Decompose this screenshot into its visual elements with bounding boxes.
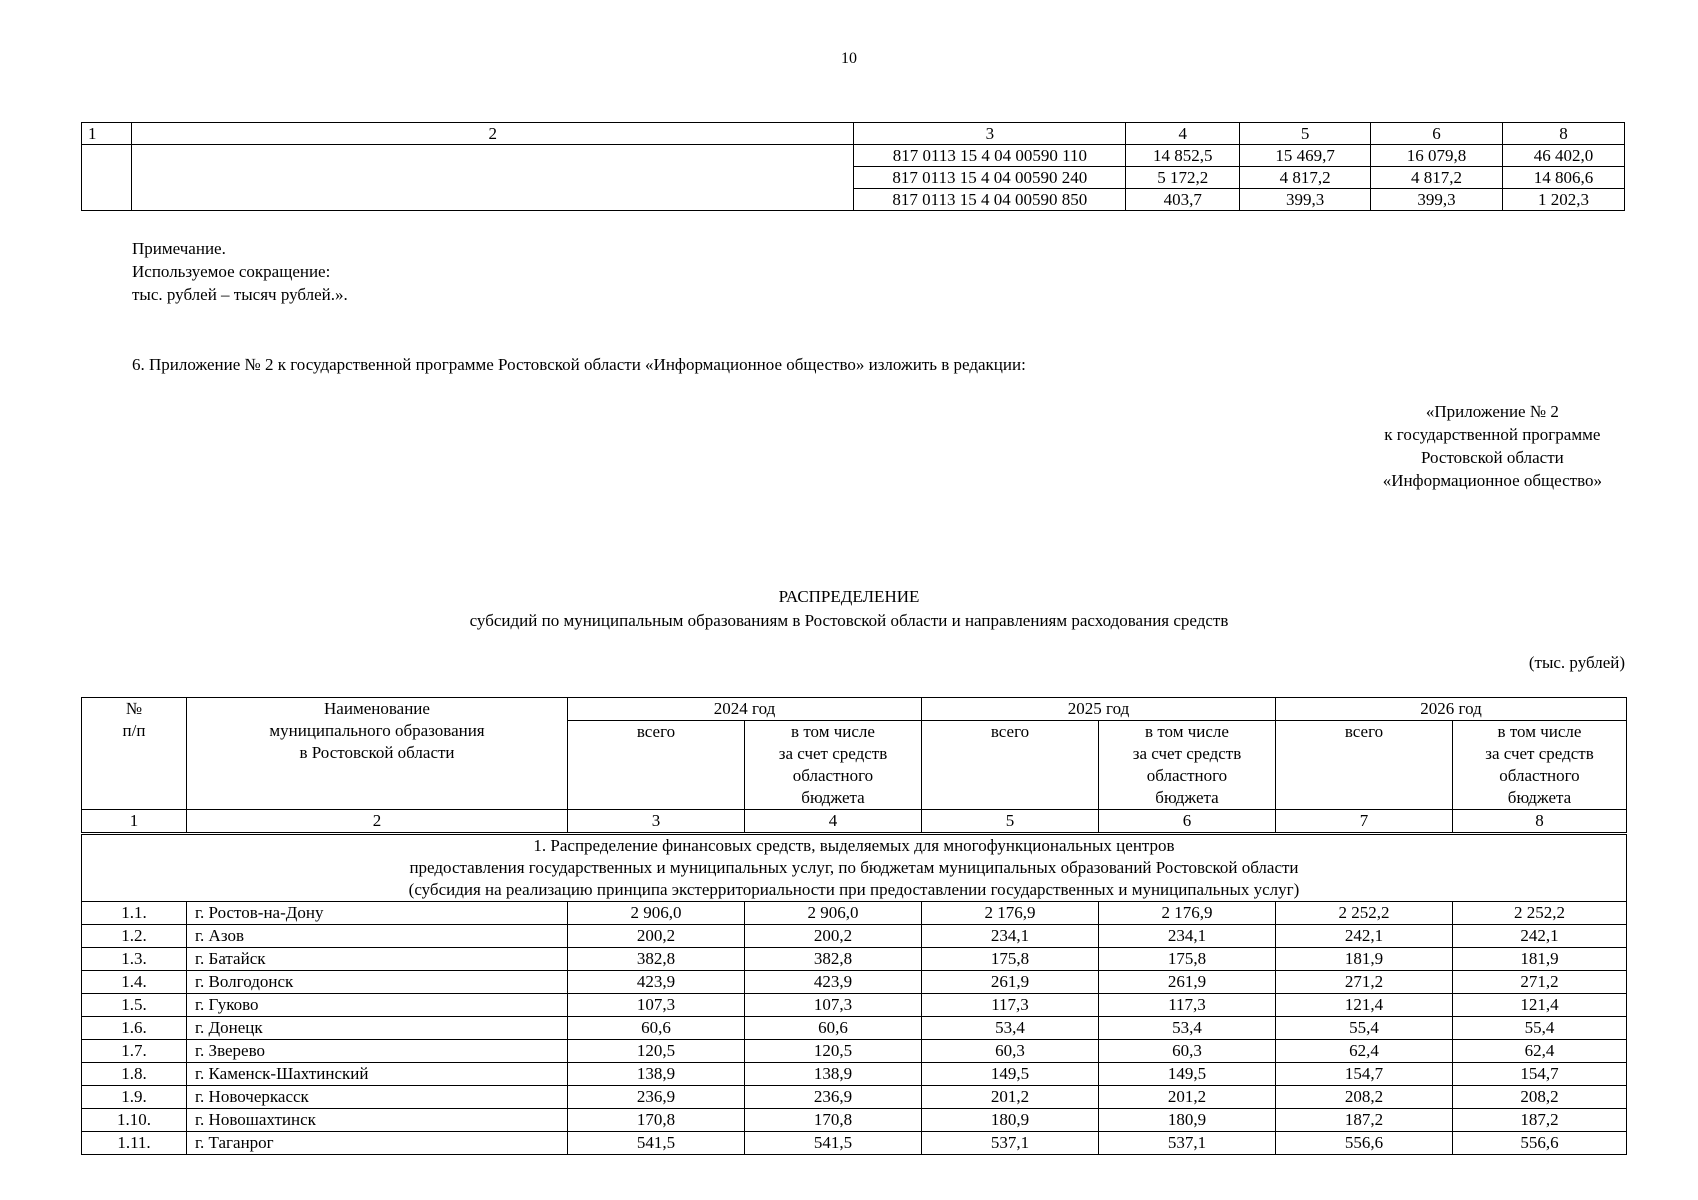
row-number-cell: 1.4. xyxy=(82,971,187,994)
total-2026-cell: 121,4 xyxy=(1276,994,1453,1017)
col-number-cell: 2 xyxy=(131,123,853,145)
table-row xyxy=(82,948,1627,971)
table-row xyxy=(82,925,1627,948)
column-number-row xyxy=(82,810,1627,834)
section-heading-row xyxy=(82,834,1627,902)
header-regional-budget: в том числе за счет средств областного бюджета xyxy=(1453,721,1627,810)
header-regional-budget: в том числе за счет средств областного бюджета xyxy=(1099,721,1276,810)
table-row xyxy=(82,1132,1627,1155)
title-heading: РАСПРЕДЕЛЕНИЕ xyxy=(778,587,920,606)
municipality-name-cell: г. Зверево xyxy=(187,1040,568,1063)
header-year-2026: 2026 год xyxy=(1276,698,1627,721)
value-cell: 403,7 xyxy=(1126,189,1240,211)
regional-2025-cell: 180,9 xyxy=(1099,1109,1276,1132)
municipality-name-cell: г. Новочеркасск xyxy=(187,1086,568,1109)
total-2026-cell: 181,9 xyxy=(1276,948,1453,971)
col-number-cell: 8 xyxy=(1503,123,1625,145)
table-row xyxy=(82,994,1627,1017)
appendix-line: «Приложение № 2 xyxy=(1425,402,1559,421)
regional-2025-cell: 537,1 xyxy=(1099,1132,1276,1155)
total-2025-cell: 234,1 xyxy=(922,925,1099,948)
value-cell: 15 469,7 xyxy=(1240,145,1371,167)
regional-2025-cell: 2 176,9 xyxy=(1099,902,1276,925)
regional-2025-cell: 117,3 xyxy=(1099,994,1276,1017)
regional-2024-cell: 423,9 xyxy=(745,971,922,994)
regional-2026-cell: 154,7 xyxy=(1453,1063,1627,1086)
appendix-line: к государственной программе xyxy=(1384,425,1601,444)
total-2024-cell: 120,5 xyxy=(568,1040,745,1063)
regional-2026-cell: 556,6 xyxy=(1453,1132,1627,1155)
appendix-line: Ростовской области xyxy=(1420,448,1564,467)
budget-code-cell: 817 0113 15 4 04 00590 110 xyxy=(854,145,1126,167)
value-cell: 4 817,2 xyxy=(1371,167,1503,189)
appendix-header xyxy=(1383,400,1602,492)
municipality-name-cell: г. Ростов-на-Дону xyxy=(187,902,568,925)
total-2025-cell: 175,8 xyxy=(922,948,1099,971)
note-abbreviation: тыс. рублей – тысяч рублей.». xyxy=(132,285,348,304)
value-cell: 1 202,3 xyxy=(1503,189,1625,211)
municipality-name-cell: г. Каменск-Шахтинский xyxy=(187,1063,568,1086)
row-number-cell: 1.1. xyxy=(82,902,187,925)
total-2025-cell: 537,1 xyxy=(922,1132,1099,1155)
regional-2024-cell: 236,9 xyxy=(745,1086,922,1109)
regional-2025-cell: 201,2 xyxy=(1099,1086,1276,1109)
table-row xyxy=(82,971,1627,994)
row-number-cell: 1.11. xyxy=(82,1132,187,1155)
regional-2026-cell: 242,1 xyxy=(1453,925,1627,948)
empty-cell xyxy=(82,145,132,211)
regional-2025-cell: 149,5 xyxy=(1099,1063,1276,1086)
col-number-cell: 3 xyxy=(854,123,1126,145)
col-number-cell: 1 xyxy=(82,810,187,834)
regional-2024-cell: 138,9 xyxy=(745,1063,922,1086)
section-heading: 1. Распределение финансовых средств, выделяемых для многофункциональных центров предоставления государственных и муниципальных услуг, по бюджетам муниципальных образований Ростовской области (субсидия на реализацию принципа экстерриториальности при предоставлении государственных и муниципальных услуг) xyxy=(82,834,1627,902)
municipality-name-cell: г. Новошахтинск xyxy=(187,1109,568,1132)
regional-2024-cell: 200,2 xyxy=(745,925,922,948)
budget-code-cell: 817 0113 15 4 04 00590 240 xyxy=(854,167,1126,189)
table-row xyxy=(82,1109,1627,1132)
appendix-line: «Информационное общество» xyxy=(1382,471,1602,490)
municipality-name-cell: г. Азов xyxy=(187,925,568,948)
table-header-row xyxy=(82,123,1625,145)
col-number-cell: 5 xyxy=(1240,123,1371,145)
regional-2026-cell: 2 252,2 xyxy=(1453,902,1627,925)
header-total: всего xyxy=(568,721,745,810)
row-number-cell: 1.3. xyxy=(82,948,187,971)
total-2024-cell: 2 906,0 xyxy=(568,902,745,925)
regional-2024-cell: 2 906,0 xyxy=(745,902,922,925)
total-2025-cell: 53,4 xyxy=(922,1017,1099,1040)
units-label: (тыс. рублей) xyxy=(1528,653,1625,672)
col-number-cell: 7 xyxy=(1276,810,1453,834)
value-cell: 14 852,5 xyxy=(1126,145,1240,167)
total-2024-cell: 107,3 xyxy=(568,994,745,1017)
total-2024-cell: 170,8 xyxy=(568,1109,745,1132)
total-2026-cell: 154,7 xyxy=(1276,1063,1453,1086)
municipality-name-cell: г. Донецк xyxy=(187,1017,568,1040)
title-subheading: субсидий по муниципальным образованиям в Ростовской области и направлениям расходования средств xyxy=(469,611,1229,630)
regional-2026-cell: 181,9 xyxy=(1453,948,1627,971)
table-row xyxy=(82,902,1627,925)
total-2026-cell: 556,6 xyxy=(1276,1132,1453,1155)
total-2024-cell: 60,6 xyxy=(568,1017,745,1040)
regional-2025-cell: 261,9 xyxy=(1099,971,1276,994)
total-2025-cell: 180,9 xyxy=(922,1109,1099,1132)
distribution-table xyxy=(81,697,1627,1155)
regional-2024-cell: 107,3 xyxy=(745,994,922,1017)
regional-2024-cell: 382,8 xyxy=(745,948,922,971)
total-2026-cell: 62,4 xyxy=(1276,1040,1453,1063)
regional-2025-cell: 234,1 xyxy=(1099,925,1276,948)
col-number-cell: 6 xyxy=(1099,810,1276,834)
regional-2025-cell: 60,3 xyxy=(1099,1040,1276,1063)
header-total: всего xyxy=(922,721,1099,810)
header-regional-budget: в том числе за счет средств областного бюджета xyxy=(745,721,922,810)
table-header-row xyxy=(82,698,1627,721)
page-number: 10 xyxy=(841,50,857,67)
col-number-cell: 8 xyxy=(1453,810,1627,834)
header-year-2025: 2025 год xyxy=(922,698,1276,721)
total-2026-cell: 208,2 xyxy=(1276,1086,1453,1109)
row-number-cell: 1.9. xyxy=(82,1086,187,1109)
total-2024-cell: 423,9 xyxy=(568,971,745,994)
total-2025-cell: 201,2 xyxy=(922,1086,1099,1109)
regional-2026-cell: 121,4 xyxy=(1453,994,1627,1017)
total-2026-cell: 55,4 xyxy=(1276,1017,1453,1040)
regional-2026-cell: 271,2 xyxy=(1453,971,1627,994)
regional-2026-cell: 187,2 xyxy=(1453,1109,1627,1132)
note-heading: Примечание. xyxy=(132,239,226,258)
regional-2025-cell: 175,8 xyxy=(1099,948,1276,971)
regional-2024-cell: 120,5 xyxy=(745,1040,922,1063)
total-2026-cell: 271,2 xyxy=(1276,971,1453,994)
table-body xyxy=(82,902,1627,1155)
regional-2026-cell: 55,4 xyxy=(1453,1017,1627,1040)
header-municipality: Наименование муниципального образования в Ростовской области xyxy=(187,698,568,810)
total-2024-cell: 236,9 xyxy=(568,1086,745,1109)
col-number-cell: 2 xyxy=(187,810,568,834)
empty-cell xyxy=(131,145,853,211)
row-number-cell: 1.2. xyxy=(82,925,187,948)
col-number-cell: 5 xyxy=(922,810,1099,834)
regional-2026-cell: 62,4 xyxy=(1453,1040,1627,1063)
table-row xyxy=(82,145,1625,167)
note-block xyxy=(132,237,348,306)
row-number-cell: 1.10. xyxy=(82,1109,187,1132)
regional-2024-cell: 541,5 xyxy=(745,1132,922,1155)
header-number: № п/п xyxy=(82,698,187,810)
row-number-cell: 1.5. xyxy=(82,994,187,1017)
paragraph-6: 6. Приложение № 2 к государственной программе Ростовской области «Информационное общество» изложить в редакции: xyxy=(132,355,1026,374)
total-2026-cell: 242,1 xyxy=(1276,925,1453,948)
value-cell: 46 402,0 xyxy=(1503,145,1625,167)
col-number-cell: 1 xyxy=(82,123,132,145)
total-2025-cell: 149,5 xyxy=(922,1063,1099,1086)
col-number-cell: 3 xyxy=(568,810,745,834)
value-cell: 399,3 xyxy=(1240,189,1371,211)
regional-2026-cell: 208,2 xyxy=(1453,1086,1627,1109)
municipality-name-cell: г. Таганрог xyxy=(187,1132,568,1155)
total-2024-cell: 382,8 xyxy=(568,948,745,971)
table-row xyxy=(82,1063,1627,1086)
value-cell: 14 806,6 xyxy=(1503,167,1625,189)
budget-code-cell: 817 0113 15 4 04 00590 850 xyxy=(854,189,1126,211)
total-2026-cell: 2 252,2 xyxy=(1276,902,1453,925)
total-2026-cell: 187,2 xyxy=(1276,1109,1453,1132)
col-number-cell: 4 xyxy=(745,810,922,834)
regional-2024-cell: 170,8 xyxy=(745,1109,922,1132)
municipality-name-cell: г. Волгодонск xyxy=(187,971,568,994)
document-title xyxy=(0,585,1698,633)
table-row xyxy=(82,1017,1627,1040)
total-2024-cell: 200,2 xyxy=(568,925,745,948)
total-2024-cell: 541,5 xyxy=(568,1132,745,1155)
total-2025-cell: 2 176,9 xyxy=(922,902,1099,925)
header-year-2024: 2024 год xyxy=(568,698,922,721)
total-2025-cell: 117,3 xyxy=(922,994,1099,1017)
total-2025-cell: 60,3 xyxy=(922,1040,1099,1063)
table-row xyxy=(82,1086,1627,1109)
col-number-cell: 4 xyxy=(1126,123,1240,145)
value-cell: 399,3 xyxy=(1371,189,1503,211)
continuation-table xyxy=(81,122,1625,211)
regional-2025-cell: 53,4 xyxy=(1099,1017,1276,1040)
value-cell: 5 172,2 xyxy=(1126,167,1240,189)
table-row xyxy=(82,1040,1627,1063)
col-number-cell: 6 xyxy=(1371,123,1503,145)
total-2024-cell: 138,9 xyxy=(568,1063,745,1086)
value-cell: 16 079,8 xyxy=(1371,145,1503,167)
total-2025-cell: 261,9 xyxy=(922,971,1099,994)
municipality-name-cell: г. Батайск xyxy=(187,948,568,971)
row-number-cell: 1.7. xyxy=(82,1040,187,1063)
row-number-cell: 1.6. xyxy=(82,1017,187,1040)
municipality-name-cell: г. Гуково xyxy=(187,994,568,1017)
regional-2024-cell: 60,6 xyxy=(745,1017,922,1040)
header-total: всего xyxy=(1276,721,1453,810)
value-cell: 4 817,2 xyxy=(1240,167,1371,189)
note-abbreviation-label: Используемое сокращение: xyxy=(132,262,331,281)
row-number-cell: 1.8. xyxy=(82,1063,187,1086)
